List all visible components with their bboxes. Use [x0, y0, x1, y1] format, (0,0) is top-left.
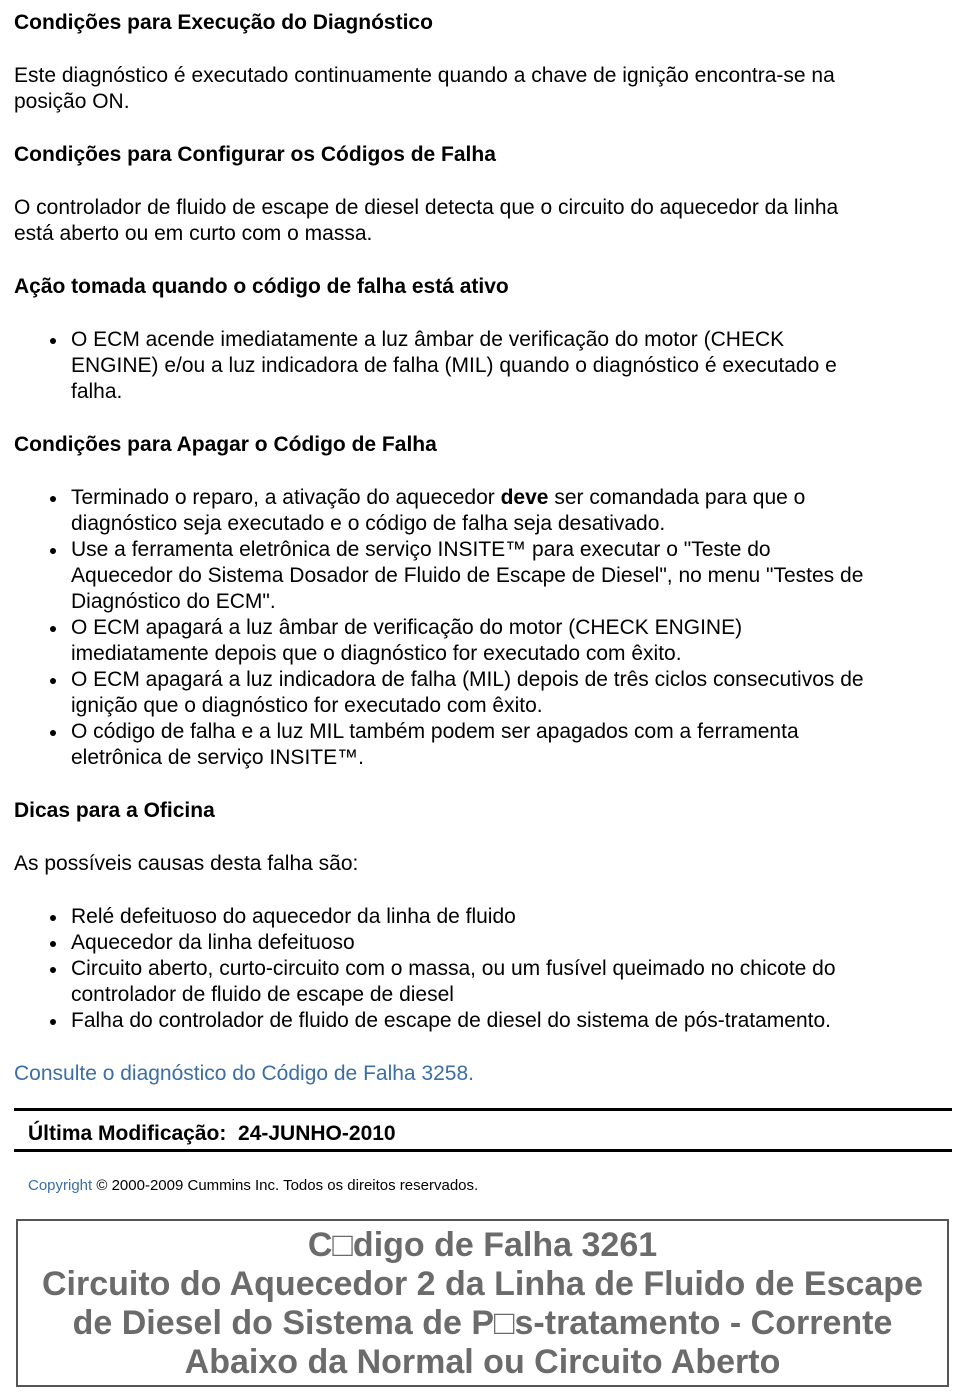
- text-line: Este diagnóstico é executado continuamente quando a chave de ignição encontra-se na: [14, 64, 835, 87]
- heading-set-conditions: Condições para Configurar os Códigos de Falha: [14, 143, 496, 166]
- list-item: [71, 1008, 952, 1034]
- list-item: [71, 537, 952, 615]
- shop-tips-intro: As possíveis causas desta falha são:: [14, 852, 359, 875]
- text-line: Relé defeituoso do aquecedor da linha de fluido: [71, 905, 516, 928]
- list-item: [71, 327, 952, 405]
- list-item: [71, 667, 952, 719]
- possible-causes-list: [14, 904, 952, 1034]
- set-conditions-text: [14, 195, 952, 247]
- last-modified-bar: [14, 1108, 952, 1152]
- last-modified-text: Última Modificação: 24-JUNHO-2010: [28, 1122, 396, 1145]
- text-line: ENGINE) e/ou a luz indicadora de falha (MIL) quando o diagnóstico é executado e: [71, 354, 837, 377]
- text-line: O código de falha e a luz MIL também podem ser apagados com a ferramenta: [71, 720, 799, 743]
- text-line: O ECM acende imediatamente a luz âmbar de verificação do motor (CHECK: [71, 328, 785, 351]
- text-line: O ECM apagará a luz âmbar de verificação do motor (CHECK ENGINE): [71, 616, 743, 639]
- emphasis-text: deve: [500, 486, 549, 509]
- action-taken-list: [14, 327, 952, 405]
- title-line-1: C□digo de Falha 3261: [307, 1226, 658, 1264]
- title-line-2: Circuito do Aquecedor 2 da Linha de Fluido de Escape: [42, 1265, 923, 1303]
- text-line: Falha do controlador de fluido de escape de diesel do sistema de pós-tratamento.: [71, 1009, 831, 1032]
- text-line: Aquecedor da linha defeituoso: [71, 931, 355, 954]
- list-item: [71, 719, 952, 771]
- text-line: Use a ferramenta eletrônica de serviço INSITE™ para executar o "Teste do: [71, 538, 771, 561]
- copyright-text: © 2000-2009 Cummins Inc. Todos os direitos reservados.: [92, 1177, 479, 1194]
- exec-conditions-text: [14, 63, 952, 115]
- list-item: [71, 485, 952, 537]
- title-line-4: Abaixo da Normal ou Circuito Aberto: [184, 1343, 781, 1381]
- text-line: controlador de fluido de escape de diesel: [71, 983, 454, 1006]
- text-segment: ser comandada para que o: [548, 486, 806, 509]
- heading-clear-conditions: Condições para Apagar o Código de Falha: [14, 433, 437, 456]
- text-line: O controlador de fluido de escape de diesel detecta que o circuito do aquecedor da linha: [14, 196, 839, 219]
- list-item: [71, 930, 952, 956]
- text-line: posição ON.: [14, 90, 130, 113]
- text-line: imediatamente depois que o diagnóstico for executado com êxito.: [71, 642, 682, 665]
- text-line: eletrônica de serviço INSITE™.: [71, 746, 364, 769]
- document-body: [14, 10, 952, 1087]
- text-line: falha.: [71, 380, 123, 403]
- heading-action-taken: Ação tomada quando o código de falha está ativo: [14, 275, 509, 298]
- text-segment: diagnóstico seja executado e o código de falha seja desativado.: [71, 512, 666, 535]
- list-item: [71, 615, 952, 667]
- text-line: Circuito aberto, curto-circuito com o massa, ou um fusível queimado no chicote do: [71, 957, 836, 980]
- text-segment: Terminado o reparo, a ativação do aquecedor: [71, 486, 501, 509]
- text-line: está aberto ou em curto com o massa.: [14, 222, 373, 245]
- title-line-3: de Diesel do Sistema de P□s-tratamento - Corrente: [72, 1304, 893, 1342]
- heading-shop-tips: Dicas para a Oficina: [14, 799, 215, 822]
- reference-link[interactable]: Consulte o diagnóstico do Código de Falha 3258.: [14, 1062, 474, 1085]
- clear-conditions-list: [14, 485, 952, 771]
- list-item: [71, 904, 952, 930]
- copyright-notice: [28, 1176, 478, 1196]
- text-line: Diagnóstico do ECM".: [71, 590, 276, 613]
- text-line: Aquecedor do Sistema Dosador de Fluido de Escape de Diesel", no menu "Testes de: [71, 564, 864, 587]
- heading-exec-conditions: Condições para Execução do Diagnóstico: [14, 11, 433, 34]
- copyright-link[interactable]: Copyright: [28, 1177, 93, 1194]
- text-line: ignição que o diagnóstico for executado com êxito.: [71, 694, 543, 717]
- text-line: O ECM apagará a luz indicadora de falha (MIL) depois de três ciclos consecutivos de: [71, 668, 864, 691]
- list-item: [71, 956, 952, 1008]
- fault-code-title: [16, 1219, 949, 1387]
